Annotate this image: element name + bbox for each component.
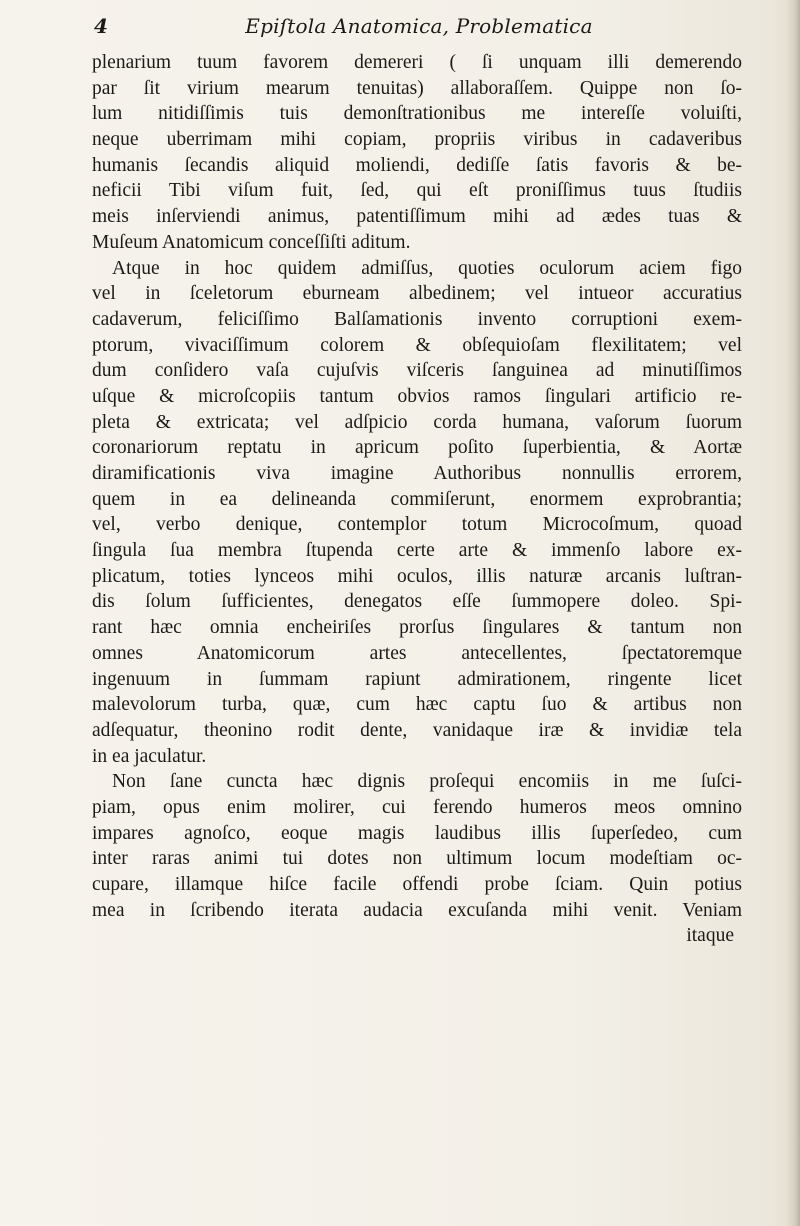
text-line: Non ſane cuncta hæc dignis proſequi encomiis in me ſuſci- <box>112 771 742 793</box>
text-line: uſque & microſcopiis tantum obvios ramos ſingulari artificio re- <box>92 385 742 407</box>
text-line: coronariorum reptatu in apricum poſito ſuperbientia, & Aortæ <box>92 437 742 459</box>
text-line: cadaverum, feliciſſimo Balſamationis invento corruptioni exem- <box>92 308 742 330</box>
text-line: ingenuum in ſummam rapiunt admirationem, ringente licet <box>92 668 742 690</box>
running-head: Epiſtola Anatomica, Problematica <box>245 14 593 38</box>
text-line: adſequatur, theonino rodit dente, vanidaque iræ & invidiæ tela <box>92 719 742 741</box>
text-line: malevolorum turba, quæ, cum hæc captu ſuo & artibus non <box>92 694 742 716</box>
text-line: lum nitidiſſimis tuis demonſtrationibus me intereſſe voluiſti, <box>92 103 742 125</box>
text-line: impares agnoſco, eoque magis laudibus illis ſuperſedeo, cum <box>92 822 742 844</box>
text-line: vel, verbo denique, contemplor totum Microcoſmum, quoad <box>92 514 742 536</box>
text-line: neficii Tibi viſum fuit, ſed, qui eſt proniſſimus tuus ſtudiis <box>92 180 742 202</box>
text-line: rant hæc omnia encheiriſes prorſus ſingulares & tantum non <box>92 617 742 639</box>
text-line: neque uberrimam mihi copiam, propriis viribus in cadaveribus <box>92 129 742 151</box>
page-header <box>94 14 744 44</box>
text-line: in ea jaculatur. <box>92 745 207 767</box>
body-text <box>92 50 742 949</box>
text-line: ptorum, vivaciſſimum colorem & obſequioſam flexilitatem; vel <box>92 334 742 356</box>
text-line: omnes Anatomicorum artes antecellentes, ſpectatoremque <box>92 642 742 664</box>
text-line: plenarium tuum favorem demereri ( ſi unquam illi demerendo <box>92 52 742 73</box>
text-line: mea in ſcribendo iterata audacia excuſanda mihi venit. Veniam <box>92 899 742 921</box>
text-line: Atque in hoc quidem admiſſus, quoties oculorum aciem figo <box>112 257 742 279</box>
text-line: quem in ea delineanda commiſerunt, enormem exprobrantia; <box>92 488 742 510</box>
text-line: ſingula ſua membra ſtupenda certe arte & immenſo labore ex- <box>92 540 742 562</box>
catchword: itaque <box>686 925 734 947</box>
page-number: 4 <box>94 14 108 38</box>
page-edge-shadow <box>786 0 800 1226</box>
text-line: humanis ſecandis aliquid moliendi, dediſſe ſatis favoris & be- <box>92 154 742 176</box>
text-line: inter raras animi tui dotes non ultimum locum modeſtiam oc- <box>92 848 742 870</box>
text-line: diramificationis viva imagine Authoribus nonnullis errorem, <box>92 463 742 484</box>
text-line: vel in ſceletorum eburneam albedinem; vel intueor accuratius <box>92 283 742 305</box>
text-line: par ſit virium mearum tenuitas) allaboraſſem. Quippe non ſo- <box>92 77 742 99</box>
text-line: Muſeum Anatomicum conceſſiſti aditum. <box>92 231 411 253</box>
text-line: pleta & extricata; vel adſpicio corda humana, vaſorum ſuorum <box>92 411 742 433</box>
text-line: dum conſidero vaſa cujuſvis viſceris ſanguinea ad minutiſſimos <box>92 360 742 382</box>
text-line: meis inſerviendi animus, patentiſſimum mihi ad ædes tuas & <box>92 206 742 228</box>
text-line: dis ſolum ſufficientes, denegatos eſſe ſummopere doleo. Spi- <box>92 591 742 613</box>
text-line: cupare, illamque hiſce facile offendi probe ſciam. Quin potius <box>92 874 742 895</box>
text-line: plicatum, toties lynceos mihi oculos, illis naturæ arcanis luſtran- <box>92 565 742 587</box>
text-line: piam, opus enim molirer, cui ferendo humeros meos omnino <box>92 796 742 818</box>
